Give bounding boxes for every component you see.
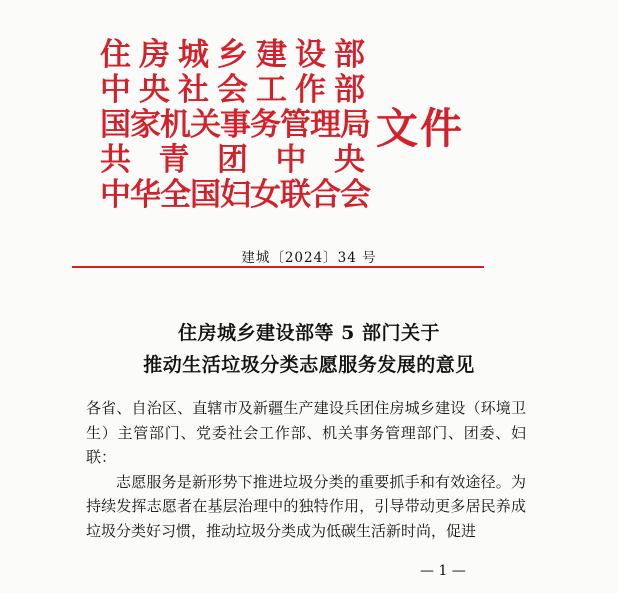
issuer-char: 城 bbox=[178, 37, 209, 73]
issuer-list bbox=[100, 37, 370, 213]
document-title-line-2: 推动生活垃圾分类志愿服务发展的意见 bbox=[143, 354, 475, 376]
issuer-char: 央 bbox=[139, 72, 170, 108]
issuer-line bbox=[100, 177, 370, 213]
issuer-char: 住 bbox=[100, 37, 131, 73]
issuer-char: 中 bbox=[275, 142, 307, 178]
issuer-char: 青 bbox=[158, 142, 190, 178]
issuer-char: 作 bbox=[295, 72, 326, 108]
issuer-char: 中 bbox=[100, 72, 131, 108]
document-type-label: 文件 bbox=[376, 104, 465, 153]
issuer-char: 房 bbox=[139, 37, 170, 73]
document-body bbox=[86, 396, 526, 543]
body-paragraph: 志愿服务是新形势下推进垃圾分类的重要抓手和有效途径。为持续发挥志愿者在基层治理中的独特作用，引导带动更多居民养成垃圾分类好习惯，推动垃圾分类成为低碳生活新时尚，促进 bbox=[86, 472, 526, 540]
issuer-line bbox=[100, 73, 365, 108]
red-divider-line bbox=[72, 266, 484, 268]
issuer-line bbox=[100, 107, 370, 143]
page-number: — 1 — bbox=[420, 563, 466, 579]
issuer-line bbox=[100, 143, 365, 178]
issuer-char: 共 bbox=[100, 142, 131, 178]
issuer-char: 社 bbox=[178, 72, 209, 108]
issuer-char: 会 bbox=[217, 72, 248, 108]
issuer-char: 团 bbox=[217, 142, 248, 178]
salutation: 各省、自治区、直辖市及新疆生产建设兵团住房城乡建设（环境卫生）主管部门、党委社会工作部、机关事务管理部门、团委、妇联： bbox=[86, 399, 526, 466]
document-number: 建城〔2024〕34 号 bbox=[241, 250, 377, 266]
document-title-line-1: 住房城乡建设部等 5 部门关于 bbox=[178, 322, 440, 344]
issuer-char: 乡 bbox=[217, 37, 248, 73]
issuer-line bbox=[100, 38, 365, 73]
issuer-name: 中华全国妇女联合会 bbox=[100, 177, 370, 213]
issuer-char: 建 bbox=[256, 37, 287, 73]
issuer-char: 工 bbox=[256, 72, 287, 108]
issuer-char: 部 bbox=[334, 72, 365, 108]
issuer-char: 设 bbox=[295, 37, 326, 73]
issuer-name: 国家机关事务管理局 bbox=[100, 107, 370, 143]
issuer-char: 部 bbox=[334, 37, 365, 73]
issuer-char: 央 bbox=[334, 142, 365, 178]
